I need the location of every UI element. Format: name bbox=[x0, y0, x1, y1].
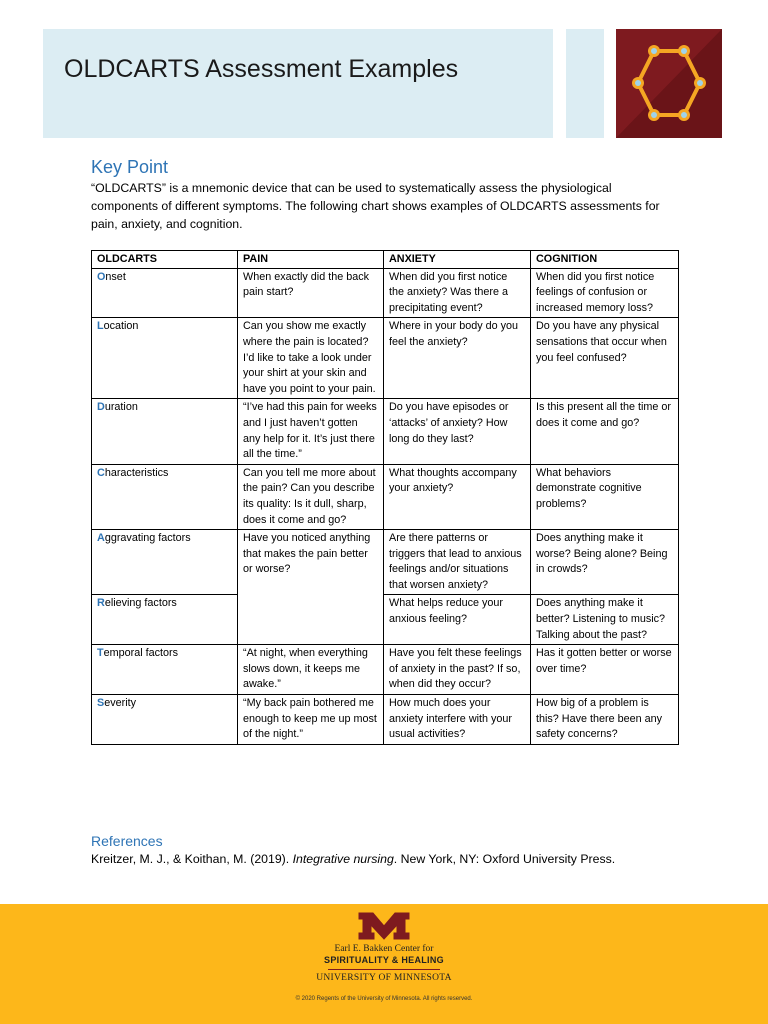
footer-divider bbox=[328, 969, 440, 970]
row-label: Onset bbox=[92, 268, 238, 318]
pain-cell: Can you tell me more about the pain? Can you describe its quality: Is it dull, sharp, does it come and go? bbox=[238, 464, 384, 529]
anxiety-cell: What helps reduce your anxious feeling? bbox=[384, 595, 531, 645]
table-row-relieving bbox=[92, 595, 679, 645]
pain-cell: Can you show me exactly where the pain is located? I’d like to take a look under your shirt at your skin and have you point to your pain. bbox=[238, 318, 384, 399]
footer-university: UNIVERSITY OF MINNESOTA bbox=[316, 973, 452, 983]
header-pain: PAIN bbox=[238, 251, 384, 269]
anxiety-cell: Do you have episodes or ‘attacks’ of anxiety? How long do they last? bbox=[384, 399, 531, 464]
table-row-aggravating bbox=[92, 530, 679, 595]
cognition-cell: Does anything make it better? Listening to music? Talking about the past? bbox=[531, 595, 679, 645]
cognition-cell: Is this present all the time or does it come and go? bbox=[531, 399, 679, 464]
footer bbox=[0, 904, 768, 1024]
footer-center-name: Earl E. Bakken Center for bbox=[334, 944, 434, 954]
anxiety-cell: Where in your body do you feel the anxiety? bbox=[384, 318, 531, 399]
row-label: Temporal factors bbox=[92, 645, 238, 695]
cognition-cell: Has it gotten better or worse over time? bbox=[531, 645, 679, 695]
anxiety-cell: Have you felt these feelings of anxiety in the past? If so, when did they occur? bbox=[384, 645, 531, 695]
references-heading: References bbox=[91, 833, 163, 849]
anxiety-cell: Are there patterns or triggers that lead to anxious feelings and/or situations that worsen anxiety? bbox=[384, 530, 531, 595]
table-row-duration bbox=[92, 399, 679, 464]
row-label: Severity bbox=[92, 695, 238, 745]
anxiety-cell: How much does your anxiety interfere with your usual activities? bbox=[384, 695, 531, 745]
cognition-cell: When did you first notice feelings of confusion or increased memory loss? bbox=[531, 268, 679, 318]
oldcarts-table bbox=[91, 250, 679, 745]
key-point-heading: Key Point bbox=[91, 157, 169, 177]
pain-cell: “At night, when everything slows down, it keeps me awake.” bbox=[238, 645, 384, 695]
row-label: Aggravating factors bbox=[92, 530, 238, 595]
pain-cell-merged: Have you noticed anything that makes the pain better or worse? bbox=[238, 530, 384, 645]
pain-cell: “My back pain bothered me enough to keep me up most of the night.” bbox=[238, 695, 384, 745]
university-m-logo-icon bbox=[356, 910, 412, 947]
table-row-characteristics bbox=[92, 464, 679, 529]
anxiety-cell: What thoughts accompany your anxiety? bbox=[384, 464, 531, 529]
key-point-text: “OLDCARTS” is a mnemonic device that can be used to systematically assess the physiological components of different symptoms. The following chart shows examples of OLDCARTS assessments for pain, anxiety, and cognition. bbox=[91, 181, 660, 231]
cognition-cell: How big of a problem is this? Have there been any safety concerns? bbox=[531, 695, 679, 745]
pain-cell: “I’ve had this pain for weeks and I just haven’t gotten any help for it. It’s just there all the time.” bbox=[238, 399, 384, 464]
row-label: Location bbox=[92, 318, 238, 399]
reference-entry: Kreitzer, M. J., & Koithan, M. (2019). Integrative nursing. New York, NY: Oxford University Press. bbox=[91, 852, 616, 866]
header-anxiety: ANXIETY bbox=[384, 251, 531, 269]
row-label: Characteristics bbox=[92, 464, 238, 529]
header-accent-strip bbox=[566, 29, 604, 138]
pain-cell: When exactly did the back pain start? bbox=[238, 268, 384, 318]
table-row-location bbox=[92, 318, 679, 399]
table-row-onset bbox=[92, 268, 679, 318]
anxiety-cell: When did you first notice the anxiety? Was there a precipitating event? bbox=[384, 268, 531, 318]
footer-copyright: © 2020 Regents of the University of Minnesota. All rights reserved. bbox=[295, 996, 473, 1002]
book-title: Integrative nursing bbox=[292, 852, 394, 866]
table-header-row bbox=[92, 251, 679, 269]
footer-center-subtitle: SPIRITUALITY & HEALING bbox=[324, 955, 444, 965]
cognition-cell: Does anything make it worse? Being alone? Being in crowds? bbox=[531, 530, 679, 595]
header-cognition: COGNITION bbox=[531, 251, 679, 269]
page-title: OLDCARTS Assessment Examples bbox=[64, 55, 459, 83]
table-row-temporal bbox=[92, 645, 679, 695]
header-oldcarts: OLDCARTS bbox=[92, 251, 238, 269]
row-label: Relieving factors bbox=[92, 595, 238, 645]
table-row-severity bbox=[92, 695, 679, 745]
row-label: Duration bbox=[92, 399, 238, 464]
cognition-cell: Do you have any physical sensations that occur when you feel confused? bbox=[531, 318, 679, 399]
molecule-hexagon-icon bbox=[616, 29, 722, 138]
cognition-cell: What behaviors demonstrate cognitive problems? bbox=[531, 464, 679, 529]
